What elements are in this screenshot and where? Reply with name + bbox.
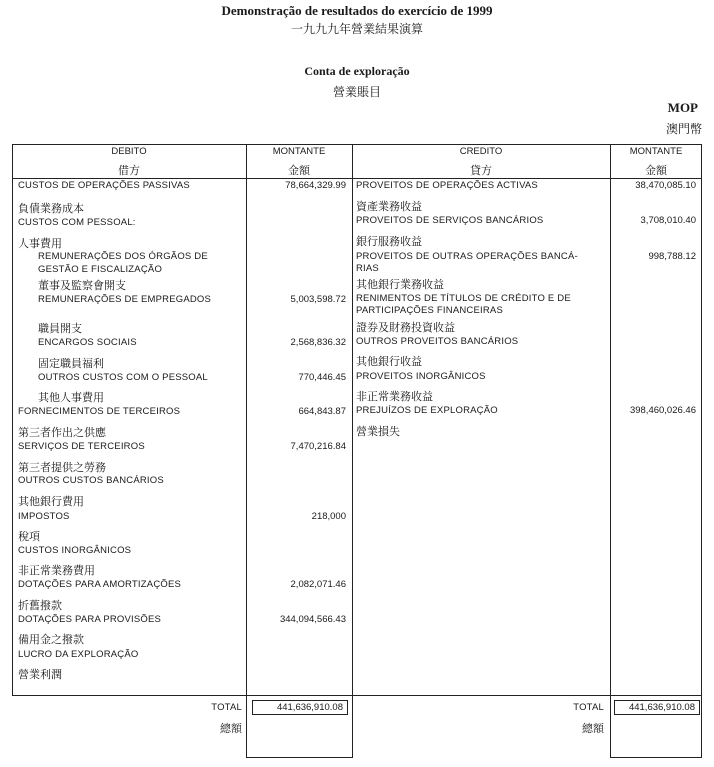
credit-item: PROVEITOS DE OUTRAS OPERAÇÕES BANCÁ- (356, 251, 578, 262)
total-underline (246, 757, 352, 758)
debit-item: CUSTOS DE OPERAÇÕES PASSIVAS (18, 180, 190, 191)
debit-header: DEBITO (111, 146, 147, 157)
credit-total-label: TOTAL (573, 702, 604, 713)
credit-item-chinese: 營業損失 (356, 425, 400, 438)
debit-item: DOTAÇÕES PARA AMORTIZAÇÕES (18, 579, 182, 590)
debit-amount: 218,000 (311, 511, 346, 522)
debit-header-chinese: 借方 (118, 164, 140, 177)
debit-item: OUTROS CUSTOS BANCÁRIOS (18, 475, 164, 486)
debit-item-chinese: 營業利潤 (18, 668, 62, 681)
debit-item: ENCARGOS SOCIAIS (38, 337, 137, 348)
credit-item: RIAS (356, 263, 379, 274)
debit-total-label: TOTAL (211, 702, 242, 713)
credit-item: PROVEITOS DE SERVIÇOS BANCÁRIOS (356, 215, 544, 226)
debit-item: OUTROS CUSTOS COM O PESSOAL (38, 372, 208, 383)
debit-amount: 2,568,836.32 (290, 337, 346, 348)
debit-item-chinese: 第三者提供之勞務 (18, 461, 106, 474)
debit-amount: 7,470,216.84 (290, 441, 346, 452)
debit-item-chinese: 折舊撥款 (18, 599, 62, 612)
credit-total-amount: 441,636,910.08 (614, 700, 700, 715)
amount-header-chinese: 金額 (288, 164, 310, 177)
credit-amount: 998,788.12 (648, 251, 696, 262)
account-subtitle: Conta de exploração (304, 64, 410, 78)
debit-amount: 5,003,598.72 (290, 294, 346, 305)
header-divider (12, 178, 702, 179)
debit-item: REMUNERAÇÕES DOS ÓRGÃOS DE (38, 251, 208, 262)
debit-item: CUSTOS COM PESSOAL: (18, 217, 136, 228)
debit-item-chinese: 人事費用 (18, 237, 62, 250)
credit-item: OUTROS PROVEITOS BANCÁRIOS (356, 336, 519, 347)
amount-header-chinese: 金額 (645, 164, 667, 177)
credit-amount: 398,460,026.46 (629, 405, 696, 416)
debit-total-label-chinese: 總額 (220, 722, 242, 735)
debit-item-chinese: 其他銀行費用 (18, 495, 84, 508)
credit-amount: 38,470,085.10 (635, 180, 696, 191)
debit-item-chinese: 備用金之撥款 (18, 633, 84, 646)
debit-item-chinese: 負債業務成本 (18, 202, 84, 215)
currency-code: MOP (667, 100, 698, 115)
debit-item-chinese: 稅項 (18, 530, 40, 543)
credit-item: PROVEITOS DE OPERAÇÕES ACTIVAS (356, 180, 538, 191)
credit-item-chinese: 其他銀行收益 (356, 355, 422, 368)
statement-title: Demonstração de resultados do exercício de 1999 (221, 3, 493, 18)
credit-amount: 3,708,010.40 (640, 215, 696, 226)
debit-item: CUSTOS INORGÂNICOS (18, 545, 132, 556)
debit-item: SERVIÇOS DE TERCEIROS (18, 441, 145, 452)
credit-item: PARTICIPAÇÕES FINANCEIRAS (356, 305, 503, 316)
amount-header: MONTANTE (272, 146, 326, 157)
debit-amount: 2,082,071.46 (290, 579, 346, 590)
debit-total-amount: 441,636,910.08 (252, 700, 348, 715)
debit-amount: 664,843.87 (298, 406, 346, 417)
debit-item-chinese: 非正常業務費用 (18, 564, 95, 577)
column-divider (610, 144, 611, 758)
column-divider (352, 144, 353, 758)
credit-header: CREDITO (459, 146, 503, 157)
debit-item-chinese: 其他人事費用 (38, 391, 104, 404)
debit-item: DOTAÇÕES PARA PROVISÕES (18, 614, 162, 625)
amount-header: MONTANTE (629, 146, 683, 157)
debit-item-chinese: 董事及監察會開支 (38, 279, 126, 292)
credit-item-chinese: 證券及財務投資收益 (356, 321, 455, 334)
credit-header-chinese: 貸方 (470, 164, 492, 177)
credit-item: PROVEITOS INORGÂNICOS (356, 371, 486, 382)
credit-item-chinese: 銀行服務收益 (356, 235, 422, 248)
currency-chinese: 澳門幣 (665, 122, 702, 136)
credit-item: PREJUÍZOS DE EXPLORAÇÃO (356, 405, 498, 416)
debit-amount: 78,664,329.99 (285, 180, 346, 191)
credit-item-chinese: 資產業務收益 (356, 200, 422, 213)
debit-item: FORNECIMENTOS DE TERCEIROS (18, 406, 181, 417)
debit-item-chinese: 固定職員福利 (38, 357, 104, 370)
debit-item-chinese: 第三者作出之供應 (18, 426, 106, 439)
debit-amount: 344,094,566.43 (279, 614, 346, 625)
credit-item-chinese: 非正常業務收益 (356, 390, 433, 403)
account-subtitle-chinese: 營業賬目 (332, 85, 381, 99)
debit-amount: 770,446.45 (298, 372, 346, 383)
debit-item: GESTÃO E FISCALIZAÇÃO (38, 264, 163, 275)
total-underline (610, 757, 702, 758)
debit-item-chinese: 職員開支 (38, 322, 82, 335)
debit-item: REMUNERAÇÕES DE EMPREGADOS (38, 294, 212, 305)
credit-total-label-chinese: 總額 (582, 722, 604, 735)
debit-item: LUCRO DA EXPLORAÇÃO (18, 649, 139, 660)
debit-item: IMPOSTOS (18, 511, 70, 522)
credit-item-chinese: 其他銀行業務收益 (356, 278, 444, 291)
ledger-table (12, 144, 702, 758)
statement-title-chinese: 一九九九年營業結果演算 (290, 22, 423, 36)
column-divider (701, 696, 702, 758)
credit-item: RENIMENTOS DE TÍTULOS DE CRÉDITO E DE (356, 293, 571, 304)
